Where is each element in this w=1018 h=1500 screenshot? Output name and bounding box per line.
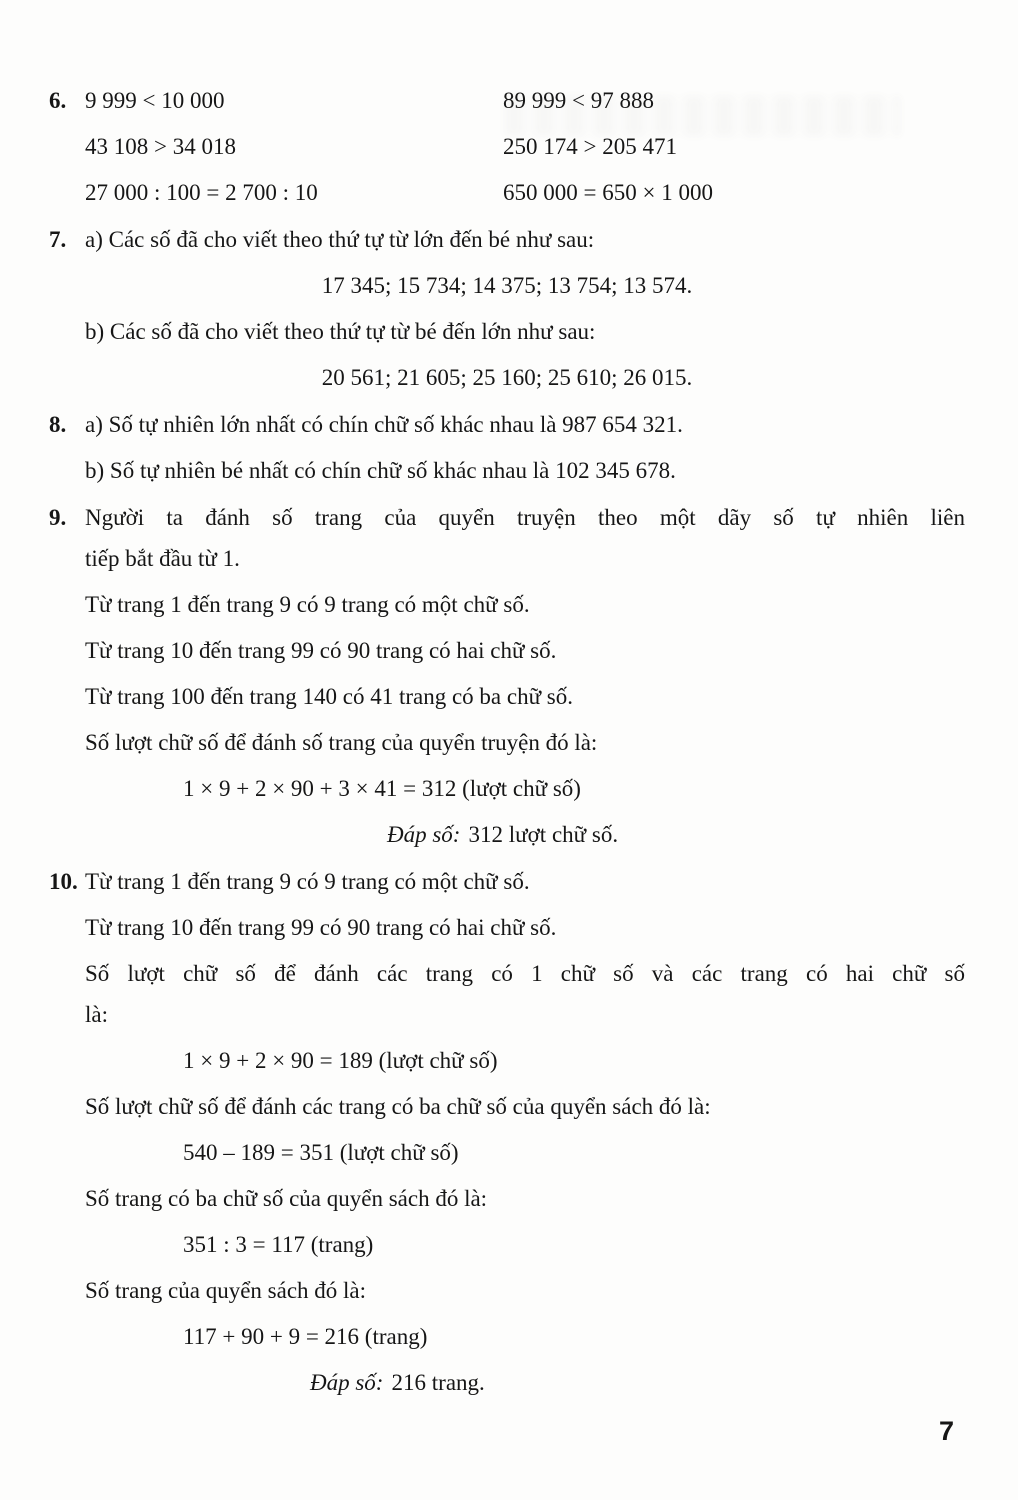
sorted-list-ascending: 20 561; 21 605; 25 160; 25 610; 26 015. (321, 365, 693, 390)
solution-line: Từ trang 1 đến trang 9 có 9 trang có một chữ số. (85, 592, 530, 617)
part-b-text: b) Số tự nhiên bé nhất có chín chữ số khác nhau là 102 345 678. (85, 458, 676, 483)
solution-line: là: (85, 1002, 108, 1027)
comparison-row (49, 126, 965, 167)
problem-6 (49, 80, 965, 213)
solution-line: Từ trang 10 đến trang 99 có 90 trang có hai chữ số. (85, 915, 557, 940)
problem-7-number: 7. (49, 227, 67, 252)
problem-8-part-a (49, 404, 965, 445)
part-b-text: b) Các số đã cho viết theo thứ tự từ bé đến lớn như sau: (85, 319, 596, 344)
problem-8 (49, 404, 965, 491)
equation: 540 – 189 = 351 (lượt chữ số) (183, 1140, 459, 1165)
intro-line: tiếp bắt đầu từ 1. (85, 546, 240, 571)
intro-paragraph (85, 497, 965, 579)
number-gutter (49, 172, 85, 213)
comparison-left: 27 000 : 100 = 2 700 : 10 (85, 180, 318, 205)
comparison-right: 89 999 < 97 888 (503, 88, 654, 113)
comparison-row (49, 80, 965, 121)
sorted-list-descending: 17 345; 15 734; 14 375; 13 754; 13 574. (321, 273, 693, 298)
equation: 1 × 9 + 2 × 90 + 3 × 41 = 312 (lượt chữ số) (183, 776, 581, 801)
problem-9-number: 9. (49, 505, 67, 530)
solution-paragraph (85, 953, 965, 1035)
page-number: 7 (938, 1416, 954, 1446)
problem-10-number: 10. (49, 869, 78, 894)
comparison-row (49, 172, 965, 213)
answer-value: 216 trang. (391, 1370, 485, 1395)
solution-line: Số lượt chữ số để đánh các trang có 1 chữ số và các trang có hai chữ số (85, 961, 965, 986)
solution-line: Từ trang 100 đến trang 140 có 41 trang có ba chữ số. (85, 684, 573, 709)
solution-line: Số lượt chữ số để đánh số trang của quyển truyện đó là: (85, 730, 598, 755)
comparison-left: 9 999 < 10 000 (85, 88, 225, 113)
solution-line: Số lượt chữ số để đánh các trang có ba chữ số của quyển sách đó là: (85, 1094, 711, 1119)
part-a-text: a) Số tự nhiên lớn nhất có chín chữ số khác nhau là 987 654 321. (85, 412, 683, 437)
answer-value: 312 lượt chữ số. (468, 822, 619, 847)
answer-label: Đáp số: (387, 822, 461, 847)
problem-7-part-a (49, 219, 965, 260)
problem-9 (49, 497, 965, 855)
part-a-text: a) Các số đã cho viết theo thứ tự từ lớn đến bé như sau: (85, 227, 595, 252)
solution-line: Từ trang 1 đến trang 9 có 9 trang có một chữ số. (85, 869, 530, 894)
comparison-left: 43 108 > 34 018 (85, 134, 236, 159)
number-gutter (49, 126, 85, 167)
intro-line: Người ta đánh số trang của quyển truyện theo một dãy số tự nhiên liên (85, 505, 965, 530)
solution-line: Số trang của quyển sách đó là: (85, 1278, 367, 1303)
answer-line (387, 814, 965, 855)
problem-10 (49, 861, 965, 1403)
solution-line: Số trang có ba chữ số của quyển sách đó là: (85, 1186, 488, 1211)
comparison-right: 250 174 > 205 471 (503, 134, 677, 159)
problem-6-number: 6. (49, 88, 67, 113)
problem-7 (49, 219, 965, 398)
answer-label: Đáp số: (310, 1370, 384, 1395)
solution-line: Từ trang 10 đến trang 99 có 90 trang có hai chữ số. (85, 638, 557, 663)
equation: 117 + 90 + 9 = 216 (trang) (183, 1324, 428, 1349)
problem-10-first-line (49, 861, 965, 902)
equation: 1 × 9 + 2 × 90 = 189 (lượt chữ số) (183, 1048, 498, 1073)
answer-line (310, 1362, 965, 1403)
equation: 351 : 3 = 117 (trang) (183, 1232, 374, 1257)
problem-9-intro (49, 497, 965, 579)
comparison-right: 650 000 = 650 × 1 000 (503, 180, 713, 205)
problem-8-number: 8. (49, 412, 67, 437)
